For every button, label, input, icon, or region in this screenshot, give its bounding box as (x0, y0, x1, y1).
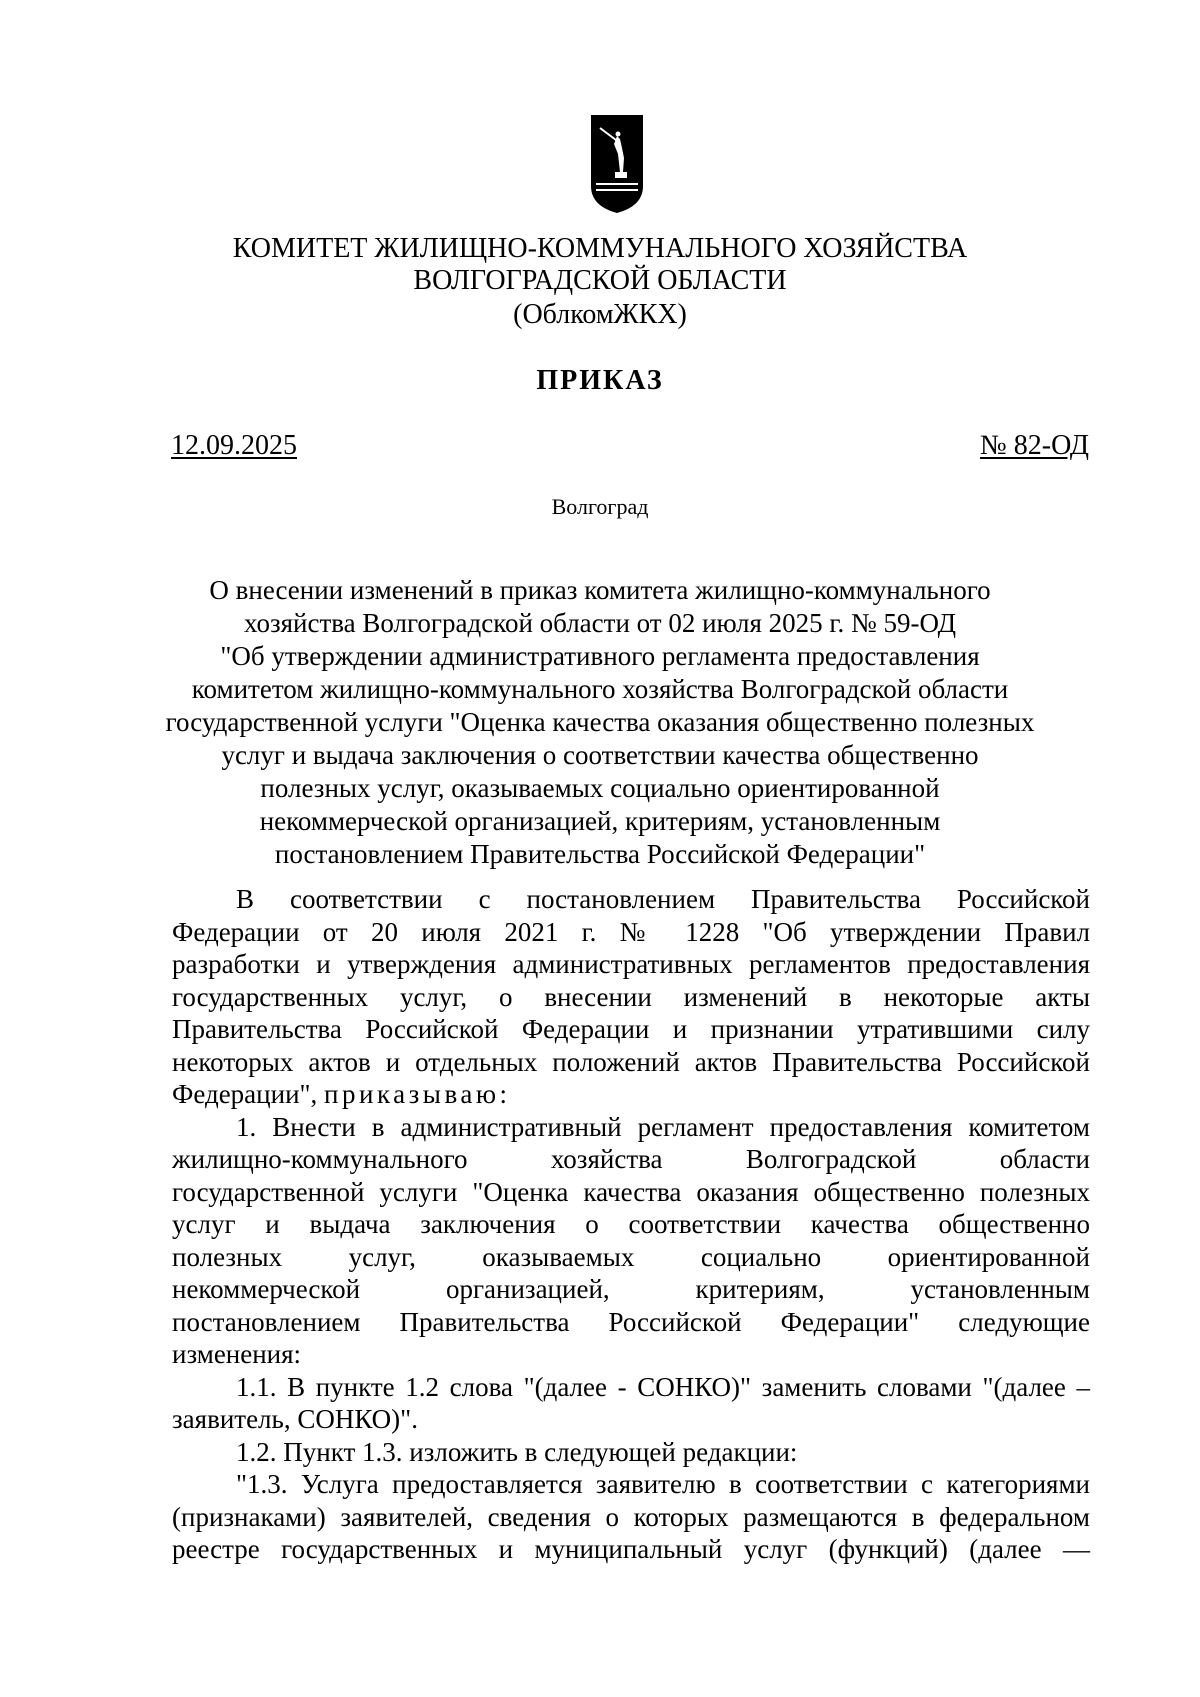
subject-line: полезных услуг, оказываемых социально ориентированной (260, 773, 940, 803)
organization-name-line-2: ВОЛГОГРАДСКОЙ ОБЛАСТИ (413, 265, 787, 296)
body-line (172, 1078, 1090, 1111)
subject-line: хозяйства Волгоградской области от 02 июля 2025 г. № 59-ОД (243, 608, 957, 638)
organization-name-line-1: КОМИТЕТ ЖИЛИЩНО-КОММУНАЛЬНОГО ХОЗЯЙСТВА (232, 233, 968, 264)
body-line: некоммерческой организацией, критериям, установленным (172, 1274, 1090, 1304)
body-line: некоторых актов и отдельных положений актов Правительства Российской (172, 1046, 1090, 1077)
order-number: № 82-ОД (980, 430, 1089, 461)
subject-line: О внесении изменений в приказ комитета жилищно-коммунального (209, 575, 991, 605)
organization-abbreviation: (ОблкомЖКХ) (513, 299, 687, 330)
body-line: (признаками) заявителей, сведения о которых размещаются в федеральном (172, 1501, 1090, 1532)
body-line: 1. Внести в административный регламент предоставления комитетом (236, 1111, 1090, 1142)
subject-line: постановлением Правительства Российской Федерации" (274, 839, 926, 869)
body-line: Правительства Российской Федерации и признании утратившими силу (172, 1014, 1090, 1044)
body-line: разработки и утверждения административных регламентов предоставления (172, 949, 1090, 979)
body-line: 1.2. Пункт 1.3. изложить в следующей редакции: (236, 1436, 798, 1467)
body-line: постановлением Правительства Российской Федерации" следующие (172, 1306, 1090, 1337)
subject-line: государственной услуги "Оценка качества оказания общественно полезных (165, 707, 1035, 737)
body-line: реестре государственных и муниципальный услуг (функций) (далее — (172, 1534, 1090, 1564)
body-line: государственных услуг, о внесении изменений в некоторые акты (172, 981, 1090, 1012)
body-line: Федерации от 20 июля 2021 г. № 1228 "Об утверждении Правил (172, 916, 1090, 947)
body-line: изменения: (172, 1339, 302, 1369)
city-name: Волгоград (551, 494, 649, 519)
body-line: 1.1. В пункте 1.2 слова "(далее - СОНКО)" заменить словами "(далее – (236, 1371, 1090, 1402)
body-line: "1.3. Услуга предоставляется заявителю в соответствии с категориями (236, 1469, 1090, 1499)
body-line: полезных услуг, оказываемых социально ориентированной (172, 1241, 1090, 1272)
body-line: В соответствии с постановлением Правительства Российской (236, 884, 1090, 914)
body-line: услуг и выдача заключения о соответствии качества общественно (172, 1209, 1090, 1239)
body-line: заявитель, СОНКО)". (172, 1404, 418, 1434)
subject-line: "Об утверждении административного регламента предоставления (220, 641, 980, 671)
body-line: жилищно-коммунального хозяйства Волгоградской области (172, 1144, 1090, 1174)
subject-line: услуг и выдача заключения о соответствии качества общественно (221, 740, 979, 770)
volgograd-coat-of-arms-icon (590, 114, 644, 214)
order-date: 12.09.2025 (171, 430, 297, 461)
order-body (172, 883, 1090, 1566)
order-title: ПРИКАЗ (536, 365, 664, 396)
subject-line: комитетом жилищно-коммунального хозяйства Волгоградской области (191, 674, 1009, 704)
body-line: государственной услуги "Оценка качества оказания общественно полезных (172, 1176, 1090, 1207)
order-subject (150, 574, 1050, 871)
body-line-text: Федерации", (172, 1079, 318, 1109)
order-directive-word: приказываю: (324, 1079, 511, 1109)
subject-line: некоммерческой организацией, критериям, установленным (259, 806, 941, 836)
